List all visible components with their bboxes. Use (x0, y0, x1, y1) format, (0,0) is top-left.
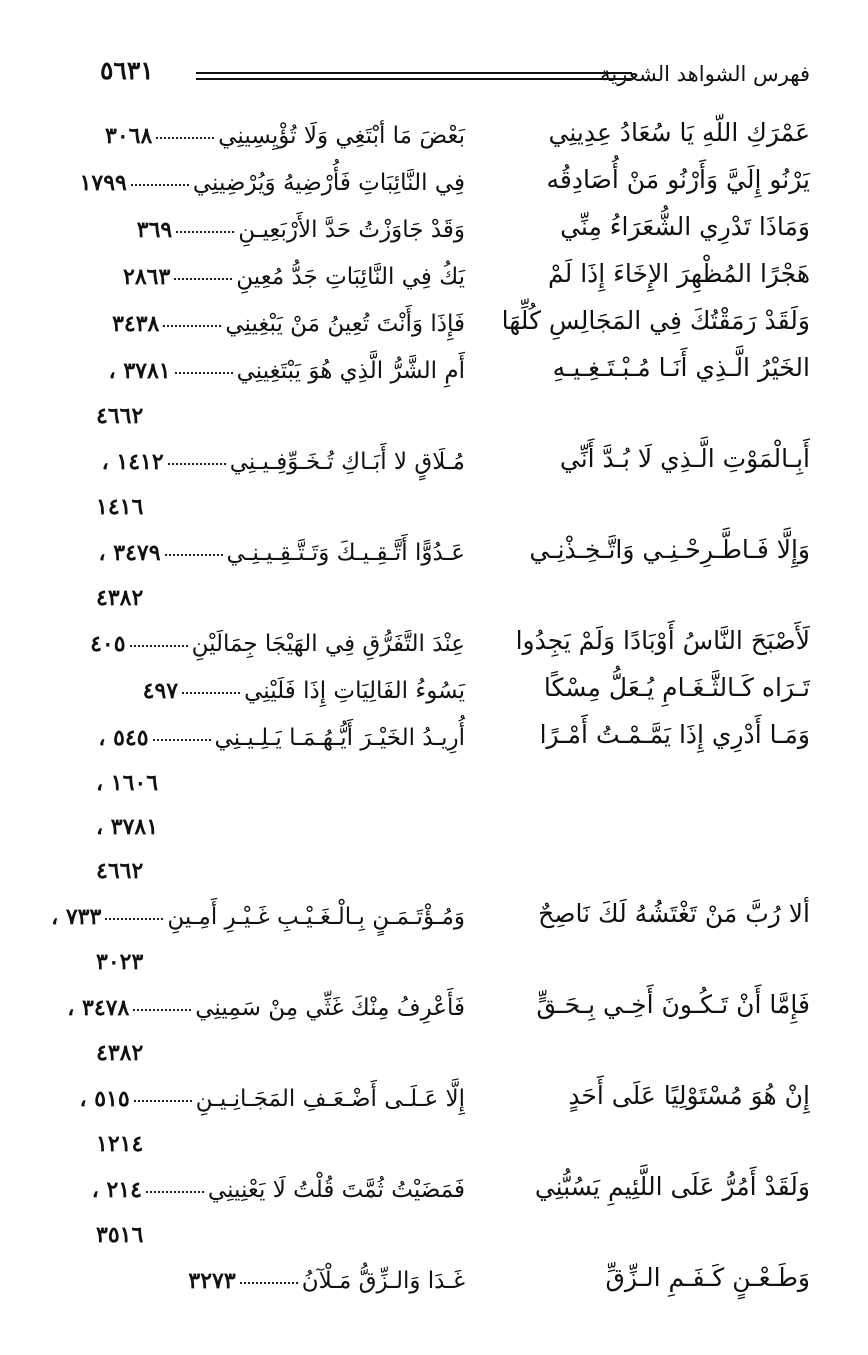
verse-line (51, 893, 810, 940)
dot-leader (131, 161, 189, 186)
dot-leader (130, 622, 188, 647)
verse-entry (51, 893, 810, 984)
verse-entry (67, 984, 810, 1075)
verse-reference-numbers: ٣٤٧٩ ، (98, 540, 161, 566)
verse-reference-numbers: ٥١٥ ، (79, 1086, 130, 1112)
second-hemistich-with-refs (45, 899, 465, 930)
first-hemistich: تَـرَاه كَـالثَّـغَـامِ يُـعَلُّ مِسْكًا (543, 673, 810, 702)
first-hemistich: وَإِلَّا فَـاطَّـرِحْـنِـي وَاتَّـخِـذْنِـي (529, 535, 810, 564)
verse-line (96, 206, 810, 253)
continued-reference-numbers: ٣٠٢٣ (96, 949, 144, 975)
continued-reference-numbers: ٣٧٨١ ، (96, 814, 159, 840)
dot-leader (146, 1168, 204, 1193)
continued-reference-numbers: ١٢١٤ (96, 1131, 144, 1157)
verse-reference-numbers: ٣٢٧٣ (188, 1268, 236, 1294)
second-hemistich: بَعْضَ مَا أبْتَغِي وَلَا تُؤْيِسِينِي (218, 123, 465, 149)
continued-reference-numbers: ٣٥١٦ (96, 1222, 144, 1248)
first-hemistich: يَرْنُو إِلَيَّ وَأَرْنُو مَنْ أُصَادِقُه (546, 165, 810, 194)
first-hemistich: الخَيْرُ الَّـذِي أَنَـا مُـبْـتَـغِـيـهِ (552, 353, 810, 382)
verse-entry (96, 1257, 810, 1304)
verse-reference-numbers: ٣٤٧٨ ، (67, 995, 130, 1021)
first-hemistich: إِنْ هُوَ مُسْتَوْلِيًا عَلَى أَحَدٍ (568, 1081, 810, 1110)
verse-line (96, 347, 810, 394)
dot-leader (168, 440, 226, 465)
continued-reference-numbers: ٤٣٨٢ (96, 585, 144, 611)
second-hemistich: إِلَّا عَـلَـى أَضْـعَـفِ المَجَـانِـيـنِ (195, 1086, 465, 1112)
second-hemistich-with-refs (45, 535, 465, 566)
verse-reference-numbers: ١٧٩٩ (79, 170, 127, 196)
verse-entry (91, 1166, 810, 1257)
verse-line (96, 300, 810, 347)
verse-line (96, 438, 810, 485)
verse-reference-numbers: ٤٠٥ (90, 631, 126, 657)
second-hemistich: عَـدُوًّا أَتَّـقِـيـكَ وَتَـتَّـقِـيـنِـي (226, 540, 465, 566)
running-header (100, 56, 810, 106)
page-number: ٥٦٣١ (100, 56, 154, 85)
continued-reference-numbers: ٤٣٨٢ (96, 1040, 144, 1066)
verse-line (91, 1166, 810, 1213)
second-hemistich-with-refs (45, 165, 465, 196)
second-hemistich: يَسُوءُ الفَالِيَاتِ إِذَا فَلَيْنِي (244, 678, 465, 704)
first-hemistich: وَطَـعْـنٍ كَـفَـمِ الـزِّقِّ (605, 1263, 810, 1292)
second-hemistich: فَأَعْرِفُ مِنْكَ غَثِّي مِنْ سَمِينِي (195, 995, 465, 1021)
second-hemistich-with-refs (45, 306, 465, 337)
first-hemistich: وَمَاذَا تَدْرِي الشُّعَرَاءُ مِنِّي (560, 212, 810, 241)
verse-entry (96, 529, 810, 620)
second-hemistich: وَمُـؤْتَـمَـنٍ بِـالْـغَـيْـبِ غَـيْـرِ أَمِـينِ (167, 904, 465, 930)
verse-reference-numbers: ٧٣٣ ، (51, 904, 102, 930)
second-hemistich-with-refs (45, 990, 465, 1021)
verse-entry (90, 620, 810, 667)
verse-line (79, 159, 810, 206)
verse-line (96, 112, 810, 159)
verse-reference-numbers: ٣٦٩ (136, 217, 173, 243)
verse-entry (79, 159, 810, 206)
continued-reference-numbers: ١٦٠٦ ، (96, 770, 159, 796)
verse-reference-numbers: ٣٤٣٨ (112, 311, 160, 337)
verse-line (96, 714, 810, 761)
dot-leader (105, 895, 163, 920)
verse-entry (96, 667, 810, 714)
continued-reference-numbers: ١٤١٦ (96, 494, 144, 520)
first-hemistich: عَمْرَكِ اللّهِ يَا سُعَادُ عِدِينِي (548, 118, 810, 147)
second-hemistich-with-refs (45, 212, 465, 243)
running-title: فهرس الشواهد الشعرية (600, 62, 810, 86)
second-hemistich-with-refs (45, 673, 465, 704)
first-hemistich: هَجْرًا المُظْهِرَ الإِخَاءَ إِذَا لَمْ (548, 259, 810, 288)
verse-reference-numbers: ٢١٤ ، (91, 1177, 142, 1203)
verse-index-list (51, 112, 810, 1304)
verse-line (96, 253, 810, 300)
second-hemistich: فِي النَّائِبَاتِ فَأُرْضِيهُ وَيُرْضِينِي (192, 170, 465, 196)
dot-leader (174, 255, 232, 280)
verse-reference-numbers: ٢٨٦٣ (123, 264, 171, 290)
verse-entry (96, 714, 810, 893)
second-hemistich-with-refs (45, 720, 465, 751)
verse-reference-numbers: ١٤١٢ ، (101, 449, 164, 475)
second-hemistich: فَمَضَيْتُ ثُمَّتَ قُلْتُ لَا يَعْنِينِي (207, 1177, 465, 1203)
second-hemistich-with-refs (45, 1263, 465, 1294)
header-double-rule (196, 72, 632, 80)
second-hemistich-with-refs (45, 1081, 465, 1112)
verse-line (79, 1075, 810, 1122)
verse-entry (96, 112, 810, 159)
second-hemistich-with-refs (45, 626, 465, 657)
dot-leader (133, 986, 191, 1011)
second-hemistich-with-refs (45, 353, 465, 384)
dot-leader (153, 716, 211, 741)
verse-entry (96, 438, 810, 529)
second-hemistich-with-refs (45, 444, 465, 475)
verse-line (96, 667, 810, 714)
verse-line (90, 620, 810, 667)
dot-leader (134, 1077, 192, 1102)
continued-reference-numbers: ٤٦٦٢ (96, 403, 144, 429)
verse-line (96, 1257, 810, 1304)
first-hemistich: وَمَـا أَدْرِي إِذَا يَمَّـمْـتُ أَمْـرًا (539, 720, 810, 749)
second-hemistich: فَإِذَا وَأَنْتَ تُعِينُ مَنْ يَبْغِينِي (225, 311, 465, 337)
verse-entry (96, 206, 810, 253)
first-hemistich: فَإِمَّا أَنْ تَـكُـونَ أَخِـي بِـحَـقٍّ (536, 990, 810, 1019)
dot-leader (163, 302, 221, 327)
second-hemistich-with-refs (45, 1172, 465, 1203)
second-hemistich: وَقَدْ جَاوَزْتُ حَدَّ الأَرْبَعِيـنِ (238, 217, 465, 243)
verse-entry (79, 1075, 810, 1166)
second-hemistich: أَمِ الشَّرُّ الَّذِي هُوَ يَبْتَغِينِي (236, 358, 465, 384)
verse-line (67, 984, 810, 1031)
dot-leader (240, 1259, 298, 1284)
dot-leader (176, 208, 234, 233)
dot-leader (182, 669, 240, 694)
verse-reference-numbers: ٤٩٧ (142, 678, 179, 704)
second-hemistich: مُـلَاقٍ لا أَبَـاكِ تُـخَـوِّفِـيـنِي (229, 449, 465, 475)
second-hemistich: غَـدَا وَالـزِّقُّ مَـلْآنُ (301, 1268, 465, 1294)
first-hemistich: وَلَقَدْ رَمَقْتُكَ فِي المَجَالِسِ كُلِّهَا (501, 306, 810, 335)
verse-entry (96, 347, 810, 438)
continued-reference-numbers: ٤٦٦٢ (96, 858, 144, 884)
dot-leader (165, 531, 223, 556)
verse-reference-numbers: ٥٤٥ ، (98, 725, 149, 751)
first-hemistich: ألا رُبَّ مَنْ تَغْتَشُهُ لَكَ نَاصِحٌ (538, 899, 810, 928)
first-hemistich: وَلَقَدْ أَمُرُّ عَلَى اللَّئِيمِ يَسُبُّنِي (534, 1172, 810, 1201)
second-hemistich: أُرِيـدُ الخَيْـرَ أَيُّـهُـمَـا يَـلِـيـنِي (214, 725, 465, 751)
second-hemistich-with-refs (45, 259, 465, 290)
verse-reference-numbers: ٣٧٨١ ، (108, 358, 171, 384)
verse-reference-numbers: ٣٠٦٨ (105, 123, 153, 149)
dot-leader (156, 114, 214, 139)
verse-entry (96, 253, 810, 300)
second-hemistich-with-refs (45, 118, 465, 149)
verse-entry (96, 300, 810, 347)
second-hemistich: يَكُ فِي النَّائِبَاتِ جَدُّ مُعِينِ (236, 264, 465, 290)
dot-leader (175, 349, 233, 374)
verse-line (96, 529, 810, 576)
first-hemistich: أَبِـالْمَوْتِ الَّـذِي لَا بُـدَّ أَنِّي (559, 444, 810, 473)
second-hemistich: عِنْدَ التَّفَرُّقِ فِي الهَيْجَا جِمَالَيْنِ (191, 631, 465, 657)
first-hemistich: لَأَصْبَحَ النَّاسُ أَوْبَادًا وَلَمْ يَجِدُوا (515, 626, 810, 655)
